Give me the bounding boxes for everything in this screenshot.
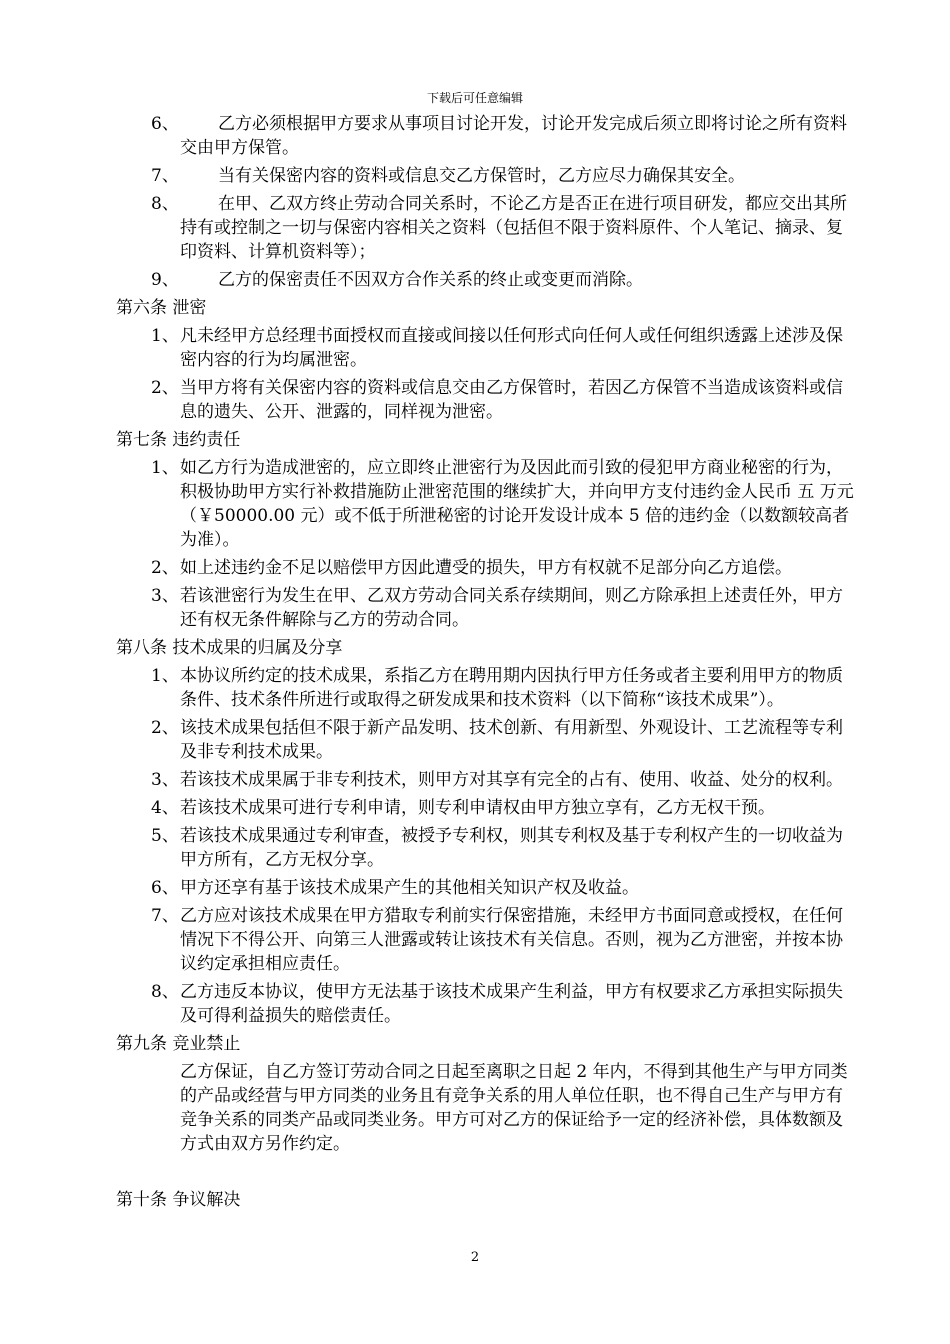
list-item xyxy=(116,112,856,160)
item-number: 1、 xyxy=(151,326,179,346)
list-item xyxy=(116,456,856,552)
item-number: 7、 xyxy=(151,166,179,186)
item-number: 6、 xyxy=(151,878,179,898)
list-item xyxy=(116,824,856,872)
section-heading: 第六条 泄密 xyxy=(116,298,207,318)
item-number: 6、 xyxy=(151,114,179,134)
section-paragraph: 乙方保证，自乙方签订劳动合同之日起至离职之日起 2 年内，不得到其他生产与甲方同类的产品或经营与甲方同类的业务且有竞争关系的用人单位任职，也不得自己生产与甲方有竞争关系的同类产品或同类业务。甲方可对乙方的保证给予一定的经济补偿，具体数额及方式由双方另作约定。 xyxy=(180,1062,848,1154)
header-note: 下载后可任意编辑 xyxy=(426,91,523,105)
spacer xyxy=(116,1160,856,1188)
item-text: 本协议所约定的技术成果，系指乙方在聘用期内因执行甲方任务或者主要利用甲方的物质条件、技术条件所进行或取得之研发成果和技术资料（以下简称“该技术成果”）。 xyxy=(180,666,843,710)
item-number: 2、 xyxy=(151,718,179,738)
item-number: 9、 xyxy=(151,270,179,290)
item-text: 如上述违约金不足以赔偿甲方因此遭受的损失，甲方有权就不足部分向乙方追偿。 xyxy=(180,558,792,578)
list-item xyxy=(116,556,856,580)
list-item xyxy=(116,192,856,264)
item-text: 若该技术成果可进行专利申请，则专利申请权由甲方独立享有，乙方无权干预。 xyxy=(180,798,775,818)
section-heading: 第十条 争议解决 xyxy=(116,1190,241,1210)
item-number: 4、 xyxy=(151,798,179,818)
section-heading: 第八条 技术成果的归属及分享 xyxy=(116,638,343,658)
item-text: 乙方必须根据甲方要求从事项目讨论开发，讨论开发完成后须立即将讨论之所有资料交由甲方保管。 xyxy=(180,114,847,158)
item-text: 若该技术成果通过专利审查，被授予专利权，则其专利权及基于专利权产生的一切收益为甲方所有，乙方无权分享。 xyxy=(180,826,843,870)
item-text: 甲方还享有基于该技术成果产生的其他相关知识产权及收益。 xyxy=(180,878,639,898)
item-number: 3、 xyxy=(151,770,179,790)
item-number: 1、 xyxy=(151,666,179,686)
list-item xyxy=(116,904,856,976)
item-text: 当甲方将有关保密内容的资料或信息交由乙方保管时，若因乙方保管不当造成该资料或信息的遗失、公开、泄露的，同样视为泄密。 xyxy=(180,378,843,422)
list-item xyxy=(116,268,856,292)
list-item xyxy=(116,716,856,764)
list-item xyxy=(116,980,856,1028)
item-text: 若该泄密行为发生在甲、乙双方劳动合同关系存续期间，则乙方除承担上述责任外，甲方还有权无条件解除与乙方的劳动合同。 xyxy=(180,586,843,630)
section-heading: 第九条 竞业禁止 xyxy=(116,1034,241,1054)
item-text: 乙方违反本协议，使甲方无法基于该技术成果产生利益，甲方有权要求乙方承担实际损失及可得利益损失的赔偿责任。 xyxy=(180,982,843,1026)
document-body xyxy=(116,112,856,1216)
item-number: 7、 xyxy=(151,906,179,926)
list-item xyxy=(116,376,856,424)
item-text: 当有关保密内容的资料或信息交乙方保管时，乙方应尽力确保其安全。 xyxy=(218,166,745,186)
item-text: 该技术成果包括但不限于新产品发明、技术创新、有用新型、外观设计、工艺流程等专利及非专利技术成果。 xyxy=(180,718,843,762)
list-item xyxy=(116,876,856,900)
list-item xyxy=(116,796,856,820)
item-text: 如乙方行为造成泄密的，应立即终止泄密行为及因此而引致的侵犯甲方商业秘密的行为，积极协助甲方实行补救措施防止泄密范围的继续扩大，并向甲方支付违约金人民币 五 万元（￥50000.00 元）或不低于所泄秘密的讨论开发设计成本 5 倍的违约金（以数额较高者为准）。 xyxy=(180,458,854,550)
item-number: 1、 xyxy=(151,458,179,478)
item-number: 5、 xyxy=(151,826,179,846)
list-item xyxy=(116,324,856,372)
page-number: 2 xyxy=(470,1250,480,1265)
section-heading: 第七条 违约责任 xyxy=(116,430,241,450)
list-item xyxy=(116,584,856,632)
list-item xyxy=(116,664,856,712)
list-item xyxy=(116,768,856,792)
item-number: 3、 xyxy=(151,586,179,606)
item-text: 乙方的保密责任不因双方合作关系的终止或变更而消除。 xyxy=(218,270,643,290)
item-text: 若该技术成果属于非专利技术，则甲方对其享有完全的占有、使用、收益、处分的权利。 xyxy=(180,770,843,790)
item-number: 2、 xyxy=(151,378,179,398)
item-number: 8、 xyxy=(151,194,179,214)
item-text: 在甲、乙双方终止劳动合同关系时，不论乙方是否正在进行项目研发，都应交出其所持有或控制之一切与保密内容相关之资料（包括但不限于资料原件、个人笔记、摘录、复印资料、计算机资料等）； xyxy=(180,194,847,262)
item-text: 凡未经甲方总经理书面授权而直接或间接以任何形式向任何人或任何组织透露上述涉及保密内容的行为均属泄密。 xyxy=(180,326,843,370)
item-number: 2、 xyxy=(151,558,179,578)
list-item xyxy=(116,164,856,188)
item-text: 乙方应对该技术成果在甲方猎取专利前实行保密措施，未经甲方书面同意或授权，在任何情况下不得公开、向第三人泄露或转让该技术有关信息。否则，视为乙方泄密，并按本协议约定承担相应责任。 xyxy=(180,906,843,974)
item-number: 8、 xyxy=(151,982,179,1002)
